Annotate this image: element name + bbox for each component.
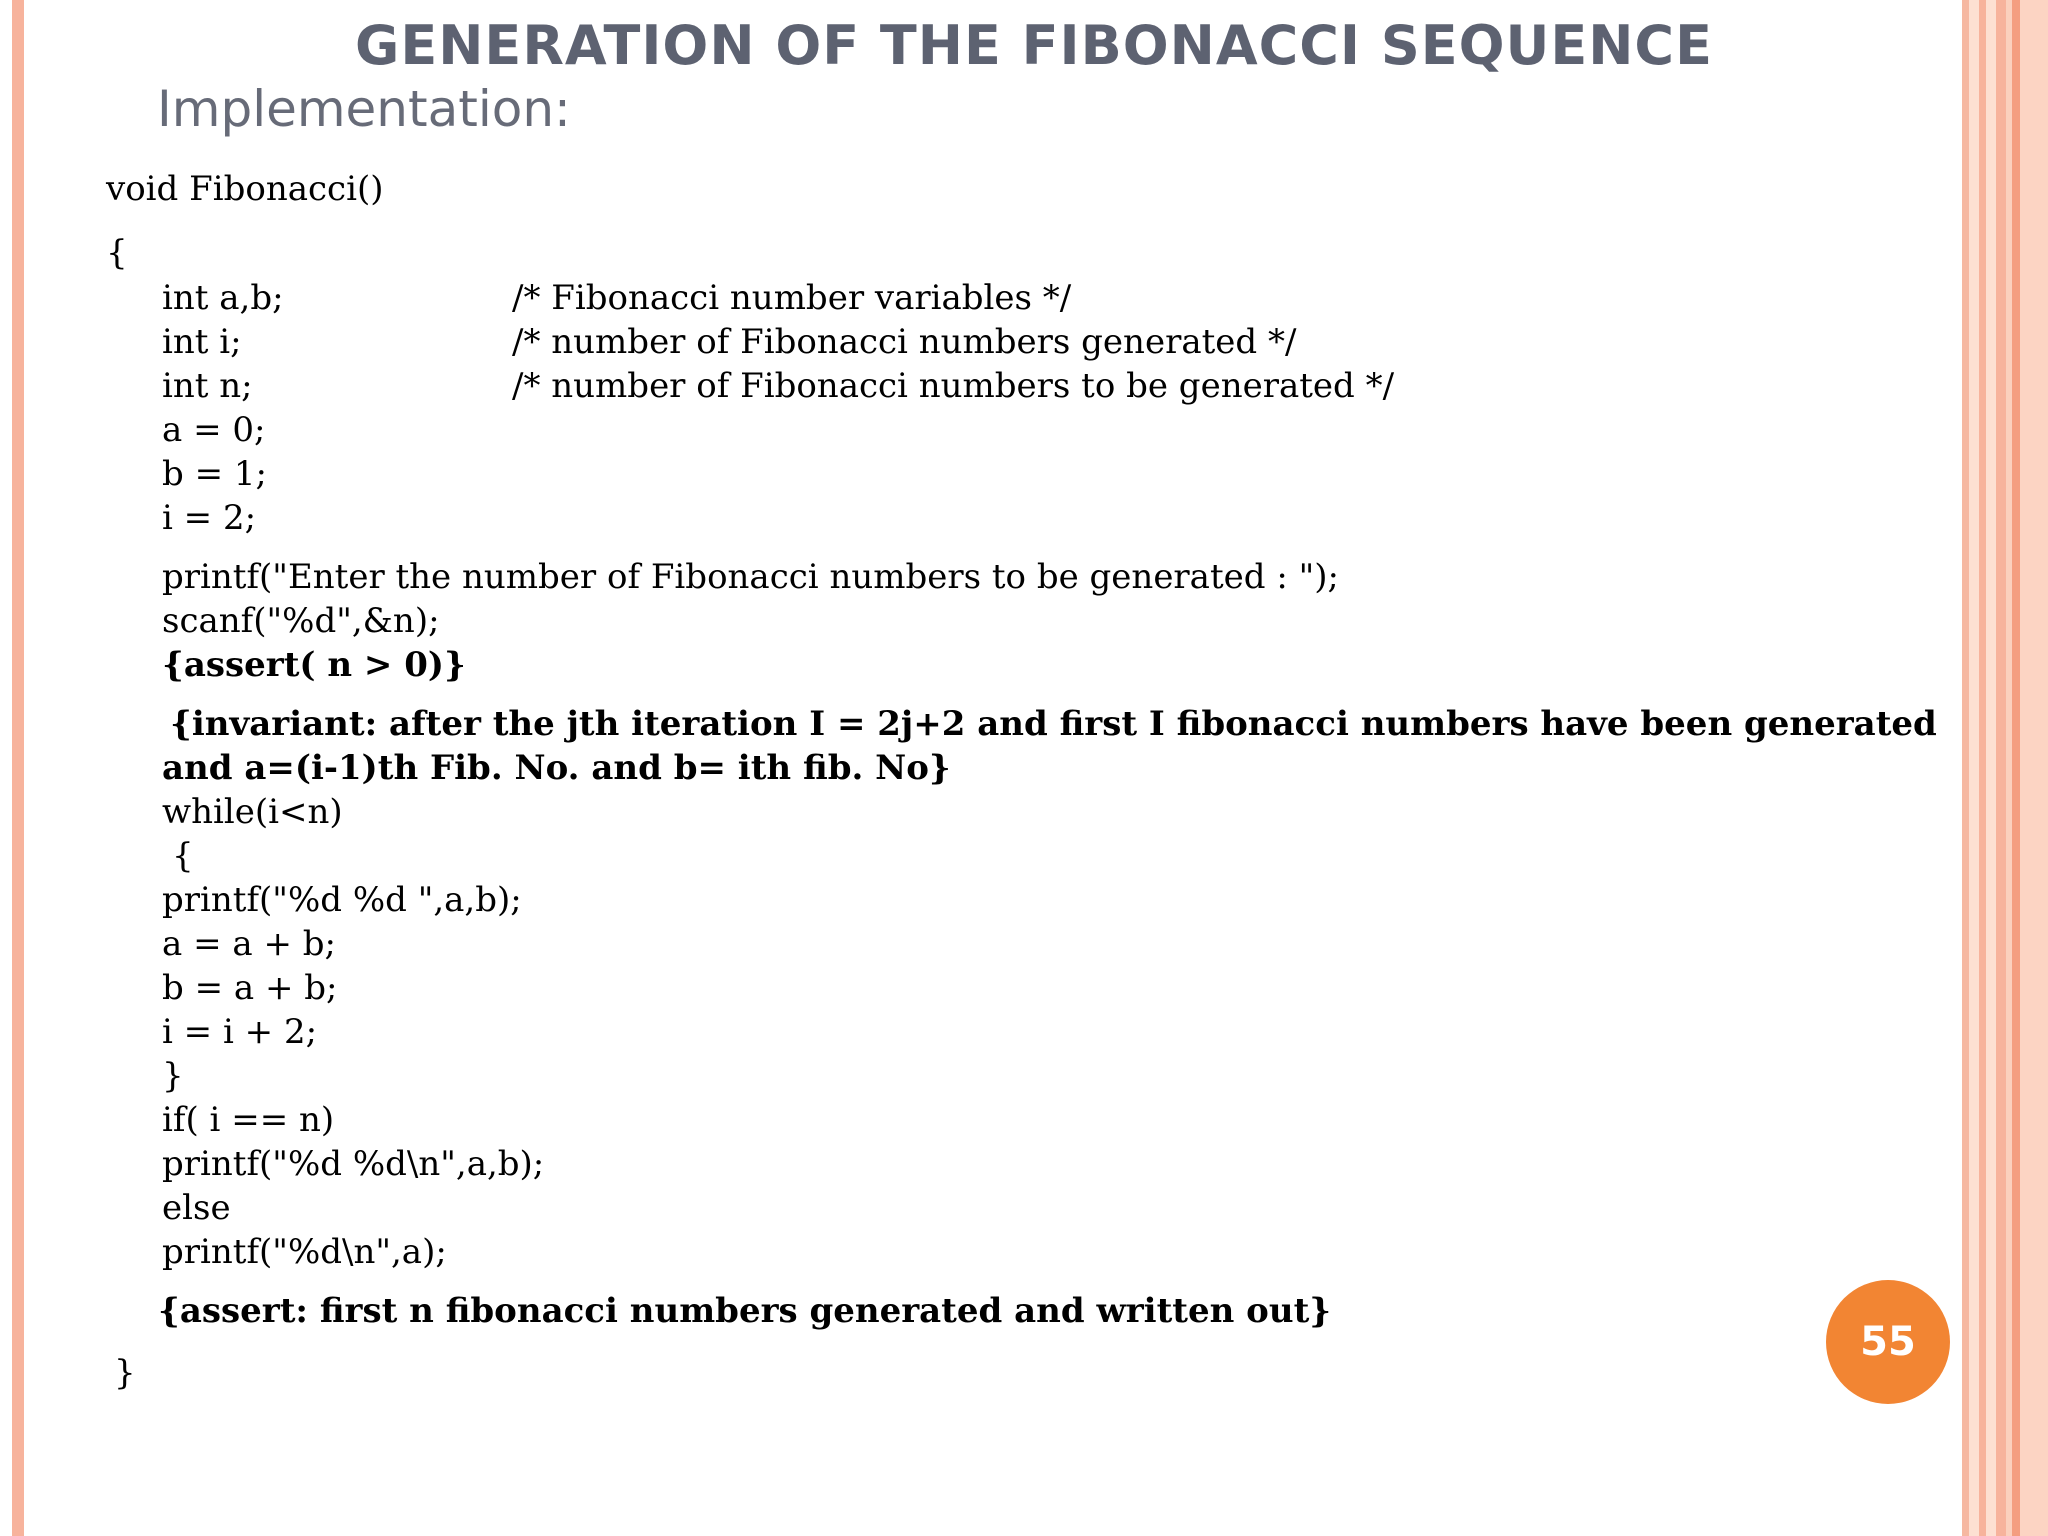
code-line-prompt: printf("Enter the number of Fibonacci numbers to be generated : ");: [162, 557, 1339, 597]
code-line-assert-pre: {assert( n > 0)}: [162, 645, 466, 685]
code-comment: /* number of Fibonacci numbers to be generated */: [512, 366, 1395, 406]
code-line-invariant-1: {invariant: after the jth iteration I = 2j+2 and first I fibonacci numbers have been generated: [170, 704, 1937, 744]
code-line-close-brace: }: [114, 1353, 136, 1393]
code-line-loop-b: b = a + b;: [162, 968, 338, 1008]
page-number-badge: 55: [1826, 1280, 1950, 1404]
code-line-while-open: {: [172, 836, 194, 876]
right-border-stripe: [1996, 0, 2006, 1536]
code-line-init-a: a = 0;: [162, 410, 266, 450]
code-line-while-close: }: [162, 1056, 184, 1096]
code-line-scan: scanf("%d",&n);: [162, 601, 440, 641]
code-line-loop-i: i = i + 2;: [162, 1012, 318, 1052]
right-border-stripe: [1986, 0, 1996, 1536]
code-line-init-b: b = 1;: [162, 454, 267, 494]
code-line-assert-post: {assert: first n fibonacci numbers generated and written out}: [158, 1291, 1332, 1331]
code-line-else: else: [162, 1188, 231, 1228]
code-statement: int n;: [162, 366, 253, 406]
code-line-if-print: printf("%d %d\n",a,b);: [162, 1144, 545, 1184]
code-line-open-brace: {: [106, 233, 128, 273]
code-comment: /* Fibonacci number variables */: [512, 278, 1072, 318]
code-line-else-print: printf("%d\n",a);: [162, 1232, 447, 1272]
left-border-stripe: [12, 0, 24, 1536]
right-border-stripe: [2012, 0, 2020, 1536]
code-statement: int i;: [162, 322, 242, 362]
code-comment: /* number of Fibonacci numbers generated */: [512, 322, 1297, 362]
code-line-decl-i: [162, 322, 1362, 362]
code-line-loop-a: a = a + b;: [162, 924, 336, 964]
right-border-stripe: [2020, 0, 2048, 1536]
code-line-invariant-2: and a=(i-1)th Fib. No. and b= ith fib. No}: [162, 748, 951, 788]
code-line-loop-print: printf("%d %d ",a,b);: [162, 880, 522, 920]
right-border-stripe: [1969, 0, 1979, 1536]
slide-subtitle: Implementation:: [157, 80, 571, 138]
code-line-if: if( i == n): [162, 1100, 335, 1140]
code-line-signature: void Fibonacci(): [106, 169, 384, 209]
code-line-while: while(i<n): [162, 792, 343, 832]
code-line-decl-n: [162, 366, 1395, 406]
right-border-stripe: [1962, 0, 1969, 1536]
right-border-stripe: [1979, 0, 1986, 1536]
code-line-decl-ab: [162, 278, 1362, 318]
slide-title: GENERATION OF THE FIBONACCI SEQUENCE: [355, 14, 1713, 77]
code-statement: int a,b;: [162, 278, 284, 318]
code-line-init-i: i = 2;: [162, 498, 257, 538]
